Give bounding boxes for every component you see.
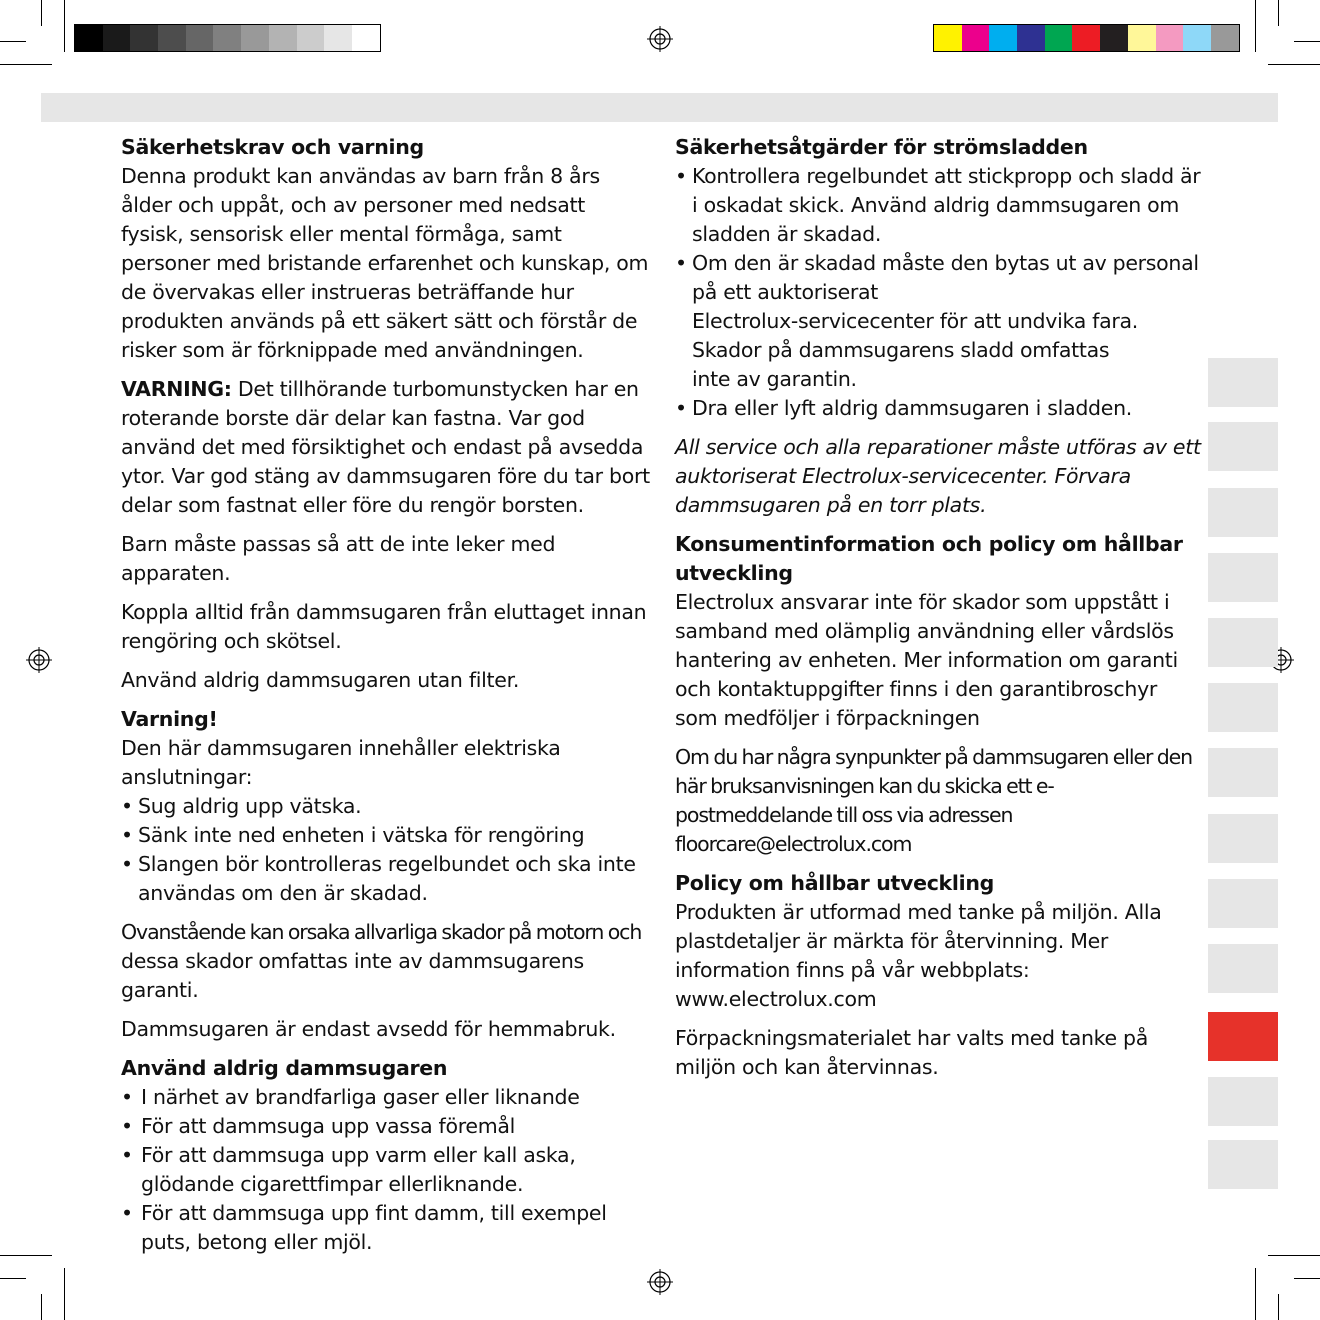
list-item: • Sug aldrig upp vätska.	[121, 792, 651, 821]
header-band	[41, 93, 1278, 122]
list-item: • För att dammsuga upp vassa föremål	[121, 1112, 651, 1141]
list-item-line: • Om den är skadad måste den bytas ut av personal på ett auktoriserat	[692, 251, 1199, 304]
gray-swatch	[241, 25, 269, 51]
bullet-list	[121, 792, 651, 908]
paragraph: Electrolux ansvarar inte för skador som uppstått i samband med olämplig användning eller vårdslös hantering av enheten. Mer information om garanti och kontaktuppgifter finns i den garantibroschyr som medföljer i förpackningen	[675, 590, 1178, 730]
never-use-list	[121, 1083, 651, 1257]
crop-mark	[41, 0, 42, 26]
crop-mark	[1268, 1255, 1320, 1256]
crop-mark	[1294, 1278, 1320, 1279]
color-swatch	[1211, 25, 1239, 51]
paragraph: Koppla alltid från dammsugaren från eluttaget innan rengöring och skötsel.	[121, 600, 647, 653]
paragraph: Använd aldrig dammsugaren utan filter.	[121, 668, 520, 692]
crop-mark	[64, 1268, 65, 1320]
paragraph-line: Ovanstående kan orsaka allvarliga skador på motorn och	[121, 920, 642, 944]
list-item: • Sänk inte ned enheten i vätska för rengöring	[121, 821, 651, 850]
color-swatch	[962, 25, 990, 51]
language-tab	[1208, 618, 1278, 667]
section-heading: Använd aldrig dammsugaren	[121, 1056, 448, 1080]
gray-swatch	[352, 25, 380, 51]
crop-mark	[1278, 0, 1279, 26]
color-swatch	[989, 25, 1017, 51]
paragraph: Barn måste passas så att de inte leker med apparaten.	[121, 532, 556, 585]
gray-swatch	[75, 25, 103, 51]
language-tab	[1208, 814, 1278, 863]
bullet-list	[675, 162, 1205, 423]
gray-swatch	[130, 25, 158, 51]
left-column	[121, 133, 651, 1267]
gray-swatch	[297, 25, 325, 51]
italic-note: All service och alla reparationer måste utföras av ett auktoriserat Electrolux-servicecenter. Förvara dammsugaren på en torr plats.	[675, 435, 1201, 517]
crop-mark	[64, 0, 65, 52]
list-item: • Kontrollera regelbundet att stickpropp och sladd är i oskadat skick. Använd aldrig dammsugaren om sladden är skadad.	[675, 162, 1205, 249]
damage-paragraph	[121, 918, 651, 1005]
crop-mark	[0, 1255, 52, 1256]
language-tab	[1208, 879, 1278, 928]
gray-swatch	[103, 25, 131, 51]
section-heading: Varning!	[121, 707, 218, 731]
language-tab	[1208, 358, 1278, 407]
list-item: • I närhet av brandfarliga gaser eller liknande	[121, 1083, 651, 1112]
color-swatch	[1100, 25, 1128, 51]
crop-mark	[0, 1278, 26, 1279]
paragraph: Denna produkt kan användas av barn från 8 års ålder och uppåt, och av personer med nedsatt fysisk, sensorisk eller mental förmåga, samt personer med bristande erfarenhet och kunskap, om de övervakas eller instrueras beträffande hur produkten används på ett säkert sätt och förstår de risker som är förknippade med användningen.	[121, 164, 649, 362]
section-heading: Säkerhetskrav och varning	[121, 135, 424, 159]
paragraph: Förpackningsmaterialet har valts med tanke på miljön och kan återvinnas.	[675, 1026, 1149, 1079]
language-tab	[1208, 1077, 1278, 1126]
registration-mark-icon	[647, 1269, 673, 1295]
color-swatch	[1156, 25, 1184, 51]
language-tab	[1208, 944, 1278, 993]
color-swatch	[1045, 25, 1073, 51]
gray-swatch	[186, 25, 214, 51]
language-tab-active	[1208, 1012, 1278, 1061]
list-item	[675, 249, 1205, 394]
right-column	[675, 133, 1205, 1092]
grayscale-color-bar	[74, 24, 381, 52]
color-swatch	[1017, 25, 1045, 51]
list-item: • Dra eller lyft aldrig dammsugaren i sladden.	[675, 394, 1205, 423]
language-tab	[1208, 553, 1278, 602]
paragraph: Dammsugaren är endast avsedd för hemmabruk.	[121, 1017, 616, 1041]
consumer-info-section	[675, 530, 1205, 733]
list-item: • För att dammsuga upp varm eller kall aska, glödande cigarettfimpar ellerliknande.	[121, 1141, 651, 1199]
gray-swatch	[213, 25, 241, 51]
safety-section	[121, 133, 651, 365]
crop-mark	[41, 1294, 42, 1320]
crop-mark	[1278, 1294, 1279, 1320]
crop-mark	[0, 64, 52, 65]
paragraph-line: dessa skador omfattas inte av dammsugarens garanti.	[121, 949, 584, 1002]
paragraph: Produkten är utformad med tanke på miljön. Alla plastdetaljer är märkta för återvinning. Mer information finns på vår webbplats: www.electrolux.com	[675, 900, 1162, 1011]
warning-label: VARNING:	[121, 377, 232, 401]
language-tab	[1208, 422, 1278, 471]
color-swatch	[1183, 25, 1211, 51]
color-swatch	[934, 25, 962, 51]
crop-mark	[1268, 64, 1320, 65]
warning-paragraph	[121, 375, 651, 520]
list-item-line: Electrolux-servicecenter för att undvika fara.	[692, 309, 1138, 333]
crop-mark	[1294, 41, 1320, 42]
registration-mark-icon	[26, 647, 52, 673]
paragraph: Det tillhörande turbomunstycken har en roterande borste där delar kan fastna. Var god använd det med försiktighet och endast på avsedda ytor. Var god stäng av dammsugaren före du tar bort delar som fastnat eller före du rengör borsten.	[121, 377, 650, 517]
process-color-bar	[933, 24, 1240, 52]
section-heading: Säkerhetsåtgärder för strömsladden	[675, 135, 1088, 159]
gray-swatch	[158, 25, 186, 51]
language-tab	[1208, 1140, 1278, 1189]
contact-paragraph: Om du har några synpunkter på dammsugaren eller den här bruksanvisningen kan du skicka ett e-postmeddelande till oss via adressen floorcare@electrolux.com	[675, 745, 1193, 856]
color-swatch	[1128, 25, 1156, 51]
language-tab	[1208, 748, 1278, 797]
language-tab	[1208, 488, 1278, 537]
language-tab	[1208, 683, 1278, 732]
section-heading: Konsumentinformation och policy om hållbar utveckling	[675, 532, 1183, 585]
list-item-line: inte av garantin.	[692, 367, 857, 391]
gray-swatch	[324, 25, 352, 51]
crop-mark	[0, 41, 26, 42]
color-swatch	[1072, 25, 1100, 51]
warning-section	[121, 705, 651, 792]
list-item-line: Skador på dammsugarens sladd omfattas	[692, 338, 1110, 362]
gray-swatch	[269, 25, 297, 51]
section-heading: Policy om hållbar utveckling	[675, 871, 994, 895]
registration-mark-icon	[647, 26, 673, 52]
sustainability-section	[675, 869, 1205, 1014]
list-item: • För att dammsuga upp fint damm, till exempel puts, betong eller mjöl.	[121, 1199, 651, 1257]
paragraph: Den här dammsugaren innehåller elektriska anslutningar:	[121, 736, 561, 789]
crop-mark	[1255, 1268, 1256, 1320]
crop-mark	[1255, 0, 1256, 52]
list-item: • Slangen bör kontrolleras regelbundet och ska inte användas om den är skadad.	[121, 850, 651, 908]
